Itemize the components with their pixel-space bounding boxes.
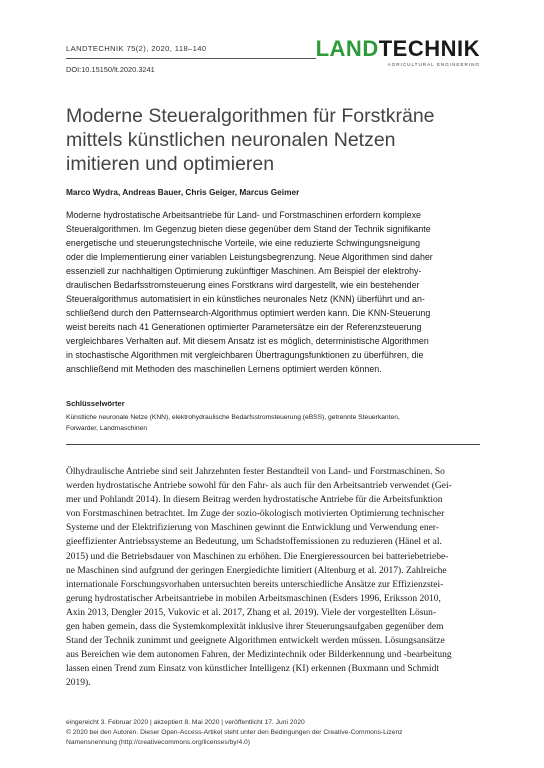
logo-land: LAND bbox=[315, 36, 379, 61]
abstract bbox=[66, 208, 480, 376]
body-text bbox=[66, 465, 484, 691]
body-line: gen haben gemein, dass die Systemkomplexität inklusive ihrer Steuerungsaufgaben gegenüber dem bbox=[66, 622, 444, 633]
abstract-line: vergleichbares Verhalten auf. Mit diesem Ansatz ist es möglich, deterministische Algorithmen bbox=[66, 336, 429, 346]
body-line: 2019). bbox=[66, 678, 91, 689]
abstract-line: weist bereits nach 41 Generationen optimierter Parametersätze ein der Referenzsteuerung bbox=[66, 322, 422, 332]
body-line: 2015) und die Betriebsdauer von Maschinen zu erhöhen. Die Energieressourcen bei batteriebetriebe- bbox=[66, 551, 449, 562]
section-divider bbox=[66, 444, 480, 445]
abstract-line: Steueralgorithmen. Im Gegenzug bieten diese gegenüber dem Stand der Technik signifikante bbox=[66, 224, 431, 234]
abstract-line: energetische und steuerungstechnische Vorteile, wie eine reduzierte Schwingungsneigung bbox=[66, 238, 420, 248]
abstract-line: oder die Implementierung einer variablen Leistungsbegrenzung. Neue Algorithmen sind daher bbox=[66, 252, 433, 262]
author-list: Marco Wydra, Andreas Bauer, Chris Geiger, Marcus Geimer bbox=[66, 187, 300, 197]
title-line: mittels künstlichen neuronalen Netzen bbox=[66, 129, 396, 151]
body-line: Axin 2013, Dengler 2015, Vukovic et al. 2017, Zhang et al. 2019). Viele der vorgestellten Lösun- bbox=[66, 607, 437, 618]
body-line: Ölhydraulische Antriebe sind seit Jahrzehnten fester Bestandteil von Land- und Forstmaschinen. So bbox=[66, 467, 445, 477]
abstract-line: draulischen Bedarfsstromsteuerung eines Forstkrans wird dargestellt, wie ein bestehender bbox=[66, 280, 420, 290]
doi-line: DOI:10.15150/lt.2020.3241 bbox=[66, 65, 155, 74]
body-line: Stand der Technik zunimmt und geeignete Algorithmen entwickelt werden müssen. Lösungsansätze bbox=[66, 636, 445, 647]
keywords-line: Künstliche neuronale Netze (KNN), elektrohydraulische Bedarfsstromsteuerung (eBSS), getrennte Steuerkanten, bbox=[66, 414, 400, 421]
body-line: gerung hydrostatischer Arbeitsantriebe in mobilen Arbeitsmaschinen (Esders 1996, Eriksson 2010, bbox=[66, 593, 441, 604]
article-title bbox=[66, 104, 486, 176]
body-line: aus Bereichen wie dem autonomen Fahren, der Medizintechnik oder Bilderkennung und -bearbeitung bbox=[66, 650, 452, 661]
abstract-line: essenziell zur nachhaltigen Optimierung zukünftiger Maschinen. Am Beispiel der elektrohy- bbox=[66, 266, 422, 276]
logo-technik: TECHNIK bbox=[378, 36, 480, 61]
body-line: werden hydrostatische Antriebe sowohl für den Fahr- als auch für den Arbeitsantrieb verwendet (Gei- bbox=[66, 481, 452, 492]
body-line: gieeffizienter Antriebssysteme an Bedeutung, um Schadstoffemissionen zu reduzieren (Hänel et al. bbox=[66, 537, 442, 548]
header-rule bbox=[66, 58, 316, 59]
submission-dates: eingereicht 3. Februar 2020 | akzeptiert 8. Mai 2020 | veröffentlicht 17. Juni 2020 bbox=[66, 719, 305, 726]
body-line: lassen einen Trend zum Einsatz von künstlicher Intelligenz (KI) erkennen (Buxmann und Schmidt bbox=[66, 664, 440, 675]
abstract-line: anschließend mit Methoden des maschinellen Lernens optimiert werden können. bbox=[66, 364, 382, 374]
keywords-heading: Schlüsselwörter bbox=[66, 399, 125, 408]
license-line: Namensnennung (http://creativecommons.org/licenses/by/4.0) bbox=[66, 739, 250, 746]
body-line: internationale Forschungsvorhaben untersuchten bereits unterschiedliche Ansätze zur Effizienzstei- bbox=[66, 579, 444, 590]
footer-notes bbox=[66, 718, 486, 748]
journal-logo bbox=[315, 36, 480, 70]
body-line: mer und Pohlandt 2014). In diesem Beitrag werden hydrostatische Antriebe für die Arbeitsfunktion bbox=[66, 495, 443, 506]
keywords-line: Forwarder, Landmaschinen bbox=[66, 425, 148, 432]
abstract-line: in stochastische Algorithmen mit vergleichbaren Übertragungsfunktionen zu überführen, die bbox=[66, 350, 424, 360]
abstract-line: Steueralgorithmus automatisiert in ein künstliches neuronales Netz (KNN) überführt und an- bbox=[66, 294, 425, 304]
body-line: von Forstmaschinen betrachtet. Im Zuge der sozio-ökologisch motivierten Optimierung technischer bbox=[66, 509, 445, 520]
abstract-line: Moderne hydrostatische Arbeitsantriebe für Land- und Forstmaschinen erfordern komplexe bbox=[66, 210, 421, 220]
logo-subtitle: AGRICULTURAL ENGINEERING bbox=[387, 62, 480, 67]
abstract-line: schließend durch den Patternsearch-Algorithmus optimiert werden kann. Die KNN-Steuerung bbox=[66, 308, 431, 318]
title-line: Moderne Steueralgorithmen für Forstkräne bbox=[66, 105, 435, 127]
title-line: imitieren und optimieren bbox=[66, 153, 275, 175]
keywords-list bbox=[66, 412, 480, 434]
body-line: Systeme und der Elektrifizierung von Maschinen gewinnt die Entwicklung und Verwendung ener- bbox=[66, 523, 439, 534]
body-line: ne Maschinen sind aufgrund der geringen Energiedichte limitiert (Altenburg et al. 2017). Zahlreiche bbox=[66, 565, 447, 576]
license-line: © 2020 bei den Autoren. Dieser Open-Access-Artikel steht unter den Bedingungen der Creative-Commons-Lizenz bbox=[66, 729, 403, 736]
journal-citation: LANDTECHNIK 75(2), 2020, 118–140 bbox=[66, 44, 207, 53]
logo-wordmark bbox=[316, 38, 480, 60]
